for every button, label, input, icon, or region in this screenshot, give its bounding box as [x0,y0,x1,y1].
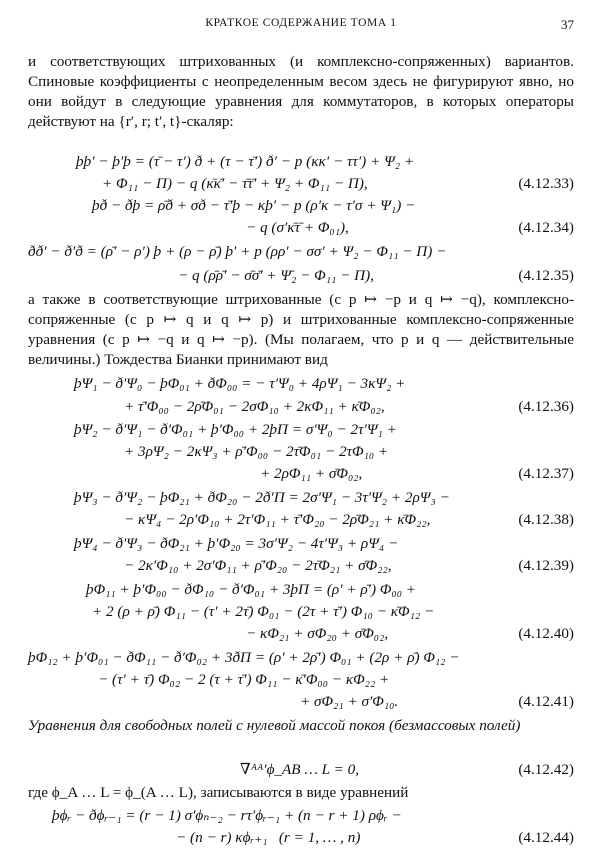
equation-number-4-12-41: (4.12.41) [518,693,574,710]
equation-4-12-36-line-1: þΨ₁ − ð′Ψ₀ − þΦ₀₁ + ðΦ₀₀ = − τ′Ψ₀ + 4ρΨ₁ − 3κΨ₂ + [74,375,406,392]
page-header [28,17,574,37]
equation-4-12-44-line-1: þϕᵣ − ðϕᵣ₋₁ = (r − 1) σ′ϕₙ₋₂ − rτ′ϕᵣ₋₁ + (n − r + 1) ρϕᵣ − [52,807,402,824]
equation-number-4-12-33: (4.12.33) [518,175,574,192]
equation-4-12-40-line-3: − κΦ₂₁ + σΦ₂₀ + σ̄Φ₀₂, [246,625,389,642]
equation-number-4-12-42: (4.12.42) [518,761,574,778]
equation-number-4-12-36: (4.12.36) [518,398,574,415]
equation-4-12-37-line-3: + 2ρΦ₁₁ + σ̄Φ₀₂, [260,465,363,482]
equation-number-4-12-35: (4.12.35) [518,267,574,284]
equation-4-12-39-line-1: þΨ₄ − ð′Ψ₃ − ðΦ₂₁ + þ′Φ₂₀ = 3σ′Ψ₂ − 4τ′Ψ₃ + ρΨ₄ − [74,535,399,552]
equation-4-12-38-line-2: − κΨ₄ − 2ρ′Φ₁₀ + 2τ′Φ₁₁ + τ̄′Φ₂₀ − 2ρ̄Φ₂₁ + κ̄Φ₂₂, [124,511,431,528]
equation-4-12-41-line-1: þΦ₁₂ + þ′Φ₀₁ − ðΦ₁₁ − ð′Φ₀₂ + 3ðΠ = (ρ′ + 2ρ̄′) Φ₀₁ + (2ρ + ρ̄) Φ₁₂ − [28,649,460,666]
equation-4-12-40-line-1: þΦ₁₁ + þ′Φ₀₀ − ðΦ₁₀ − ð′Φ₀₁ + 3þΠ = (ρ′ + ρ̄′) Φ₀₀ + [86,581,417,598]
equation-4-12-36-line-2: + τ̄′Φ₀₀ − 2ρ̄Φ₀₁ − 2σΦ₁₀ + 2κΦ₁₁ + κ̄Φ₀₂, [124,398,385,415]
paragraph-conjugate-variants: а также в соответствующие штрихованные (с p ↦ −p и q ↦ −q), комплексно-сопряженные (с p ↦ q и q ↦ p) и штрихованные комплексно-сопряженные уравнения (с p ↦ −q и q ↦ −p). (Мы полагаем, что p и q — действительные величины.) Тождества Бианки принимают вид [28,291,574,368]
equation-4-12-34-line-2: − q (σ′κ̄τ̄ + Φ₀₁), [246,219,349,236]
equation-4-12-42: ∇ᴬᴬ′ϕ_AB … L = 0, [240,761,360,778]
equation-number-4-12-40: (4.12.40) [518,625,574,642]
equation-4-12-41-line-3: + σΦ₂₁ + σ′Φ₁₀. [300,693,399,710]
equation-4-12-44-line-2: − (n − r) κϕᵣ₊₁ (r = 1, … , n) [176,829,361,846]
equation-4-12-38-line-1: þΨ₃ − ð′Ψ₂ − þΦ₂₁ + ðΦ₂₀ − 2ð′Π = 2σ′Ψ₁ − 3τ′Ψ₂ + 2ρΨ₃ − [74,489,450,506]
page-number: 37 [561,17,574,32]
equation-number-4-12-44: (4.12.44) [518,829,574,846]
equation-4-12-37-line-2: + 3ρΨ₂ − 2κΨ₃ + ρ̄′Φ₀₀ − 2τ̄Φ₀₁ − 2τΦ₁₀ + [124,443,389,460]
equation-number-4-12-34: (4.12.34) [518,219,574,236]
equation-4-12-39-line-2: − 2κ′Φ₁₀ + 2σ′Φ₁₁ + ρ̄′Φ₂₀ − 2τ̄Φ₂₁ + σ̄Φ₂₂, [124,557,392,574]
equation-4-12-37-line-1: þΨ₂ − ð′Ψ₁ − ð′Φ₀₁ + þ′Φ₀₀ + 2þΠ = σ′Ψ₀ − 2τ′Ψ₁ + [74,421,397,438]
paragraph-intro: и соответствующих штрихованных (и комплексно-сопряженных) вариантов. Спиновые коэффициенты с неопределенным весом здесь не фигурируют явно, но они войдут в следующие уравнения для коммутаторов, в которых операторы действуют на {r′, r; t′, t}-скаляр: [28,53,574,130]
equation-number-4-12-38: (4.12.38) [518,511,574,528]
paragraph-free-fields-heading: Уравнения для свободных полей с нулевой массой покоя (безмассовых полей) [28,717,521,734]
running-title: КРАТКОЕ СОДЕРЖАНИЕ ТОМА 1 [205,17,397,29]
equation-4-12-41-line-2: − (τ′ + τ̄) Φ₀₂ − 2 (τ + τ̄′) Φ₁₁ − κ̄′Φ₀₀ − κΦ₂₂ + [98,671,390,688]
paragraph-written-as: где ϕ_A … L = ϕ_(A … L), записываются в виде уравнений [28,784,409,801]
equation-4-12-35-line-1: ðð′ − ð′ð = (ρ̄′ − ρ′) þ + (ρ − ρ̄) þ′ + p (ρρ′ − σσ′ + Ψ₂ − Φ₁₁ − Π) − [28,243,447,260]
equation-4-12-34-line-1: þð − ðþ = ρ̄ð + σð − τ̄′þ − κþ′ − p (ρ′κ − τ′σ + Ψ₁) − [92,197,416,214]
equation-4-12-40-line-2: + 2 (ρ + ρ̄) Φ₁₁ − (τ′ + 2τ̄) Φ₀₁ − (2τ + τ̄′) Φ₁₀ − κ̄Φ₁₂ − [92,603,435,620]
equation-number-4-12-39: (4.12.39) [518,557,574,574]
equation-4-12-33-line-2: + Φ₁₁ − Π) − q (κ̄κ̄′ − τ̄τ̄′ + Ψ₂ + Φ₁₁ − Π), [102,175,368,192]
equation-4-12-35-line-2: − q (ρ̄ρ̄′ − σ̄σ̄′ + Ψ̄₂ − Φ₁₁ − Π), [178,267,374,284]
equation-number-4-12-37: (4.12.37) [518,465,574,482]
equation-4-12-33-line-1: þþ′ − þ′þ = (τ̄ − τ′) ð + (τ − τ̄′) ð′ − p (κκ′ − ττ′) + Ψ₂ + [76,153,415,170]
